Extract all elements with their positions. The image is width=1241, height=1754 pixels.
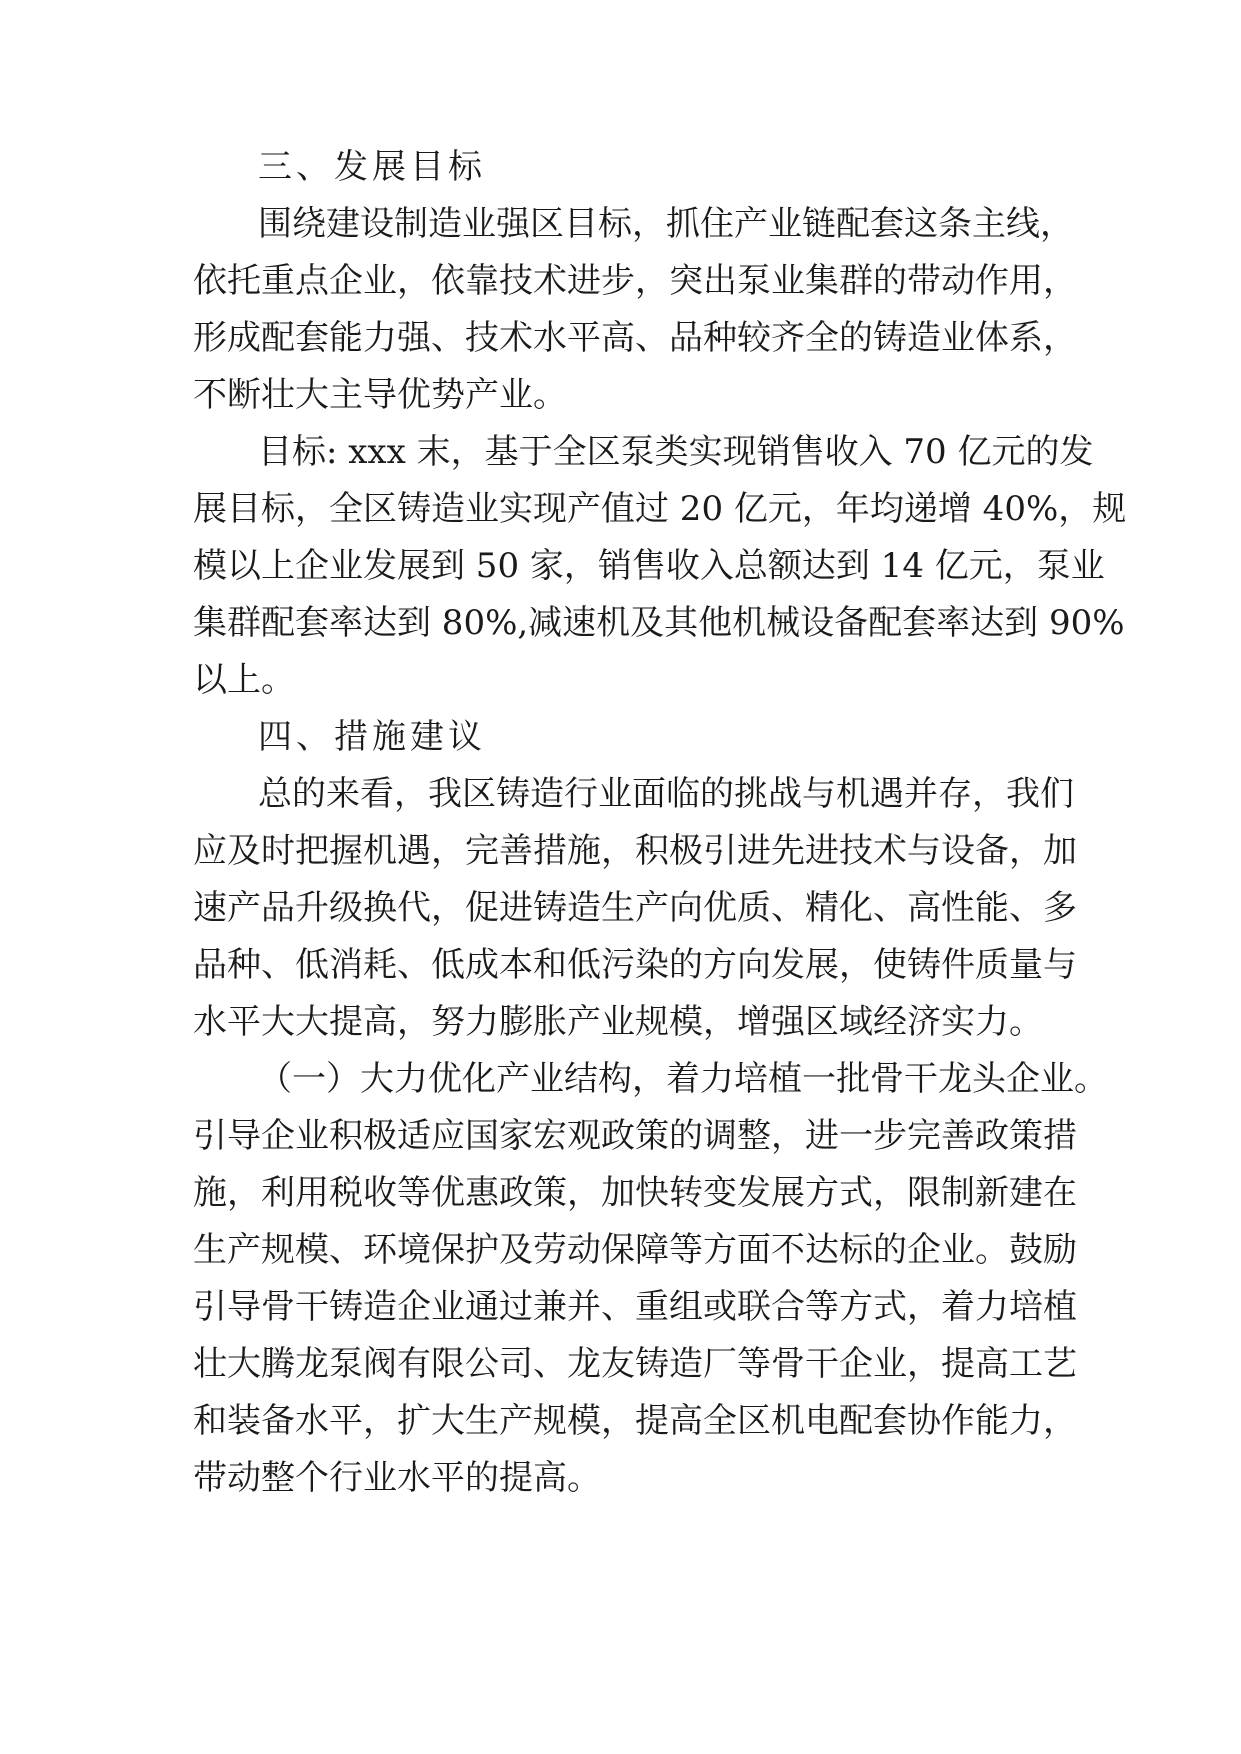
paragraph-line: 应及时把握机遇，完善措施，积极引进先进技术与设备，加	[193, 831, 1077, 871]
paragraph-line: 施，利用税收等优惠政策，加快转变发展方式，限制新建在	[193, 1173, 1077, 1213]
paragraph-line: 壮大腾龙泵阀有限公司、龙友铸造厂等骨干企业，提高工艺	[193, 1344, 1077, 1384]
paragraph-line: 总的来看，我区铸造行业面临的挑战与机遇并存，我们	[258, 774, 1074, 814]
section-heading-development-goals: 三、发展目标	[258, 147, 486, 187]
paragraph-line: 带动整个行业水平的提高。	[193, 1458, 601, 1498]
paragraph-line: 围绕建设制造业强区目标，抓住产业链配套这条主线，	[258, 204, 1074, 244]
paragraph-line: 集群配套率达到 80%,减速机及其他机械设备配套率达到 90%	[193, 603, 1125, 643]
paragraph-line: 引导骨干铸造企业通过兼并、重组或联合等方式，着力培植	[193, 1287, 1077, 1327]
paragraph-line: （一）大力优化产业结构，着力培植一批骨干龙头企业。	[258, 1059, 1108, 1099]
paragraph-line: 目标: xxx 末，基于全区泵类实现销售收入 70 亿元的发	[258, 432, 1094, 472]
section-heading-measures: 四、措施建议	[258, 717, 486, 757]
paragraph-line: 速产品升级换代，促进铸造生产向优质、精化、高性能、多	[193, 888, 1077, 928]
paragraph-line: 品种、低消耗、低成本和低污染的方向发展，使铸件质量与	[193, 945, 1077, 985]
paragraph-line: 不断壮大主导优势产业。	[193, 375, 567, 415]
paragraph-line: 和装备水平，扩大生产规模，提高全区机电配套协作能力，	[193, 1401, 1077, 1441]
paragraph-line: 以上。	[193, 660, 295, 700]
paragraph-line: 引导企业积极适应国家宏观政策的调整，进一步完善政策措	[193, 1116, 1077, 1156]
paragraph-line: 水平大大提高，努力膨胀产业规模，增强区域经济实力。	[193, 1002, 1043, 1042]
paragraph-line: 展目标，全区铸造业实现产值过 20 亿元，年均递增 40%，规	[193, 489, 1127, 529]
paragraph-line: 生产规模、环境保护及劳动保障等方面不达标的企业。鼓励	[193, 1230, 1077, 1270]
paragraph-line: 模以上企业发展到 50 家，销售收入总额达到 14 亿元，泵业	[193, 546, 1105, 586]
paragraph-line: 依托重点企业，依靠技术进步，突出泵业集群的带动作用，	[193, 261, 1077, 301]
paragraph-line: 形成配套能力强、技术水平高、品种较齐全的铸造业体系，	[193, 318, 1077, 358]
